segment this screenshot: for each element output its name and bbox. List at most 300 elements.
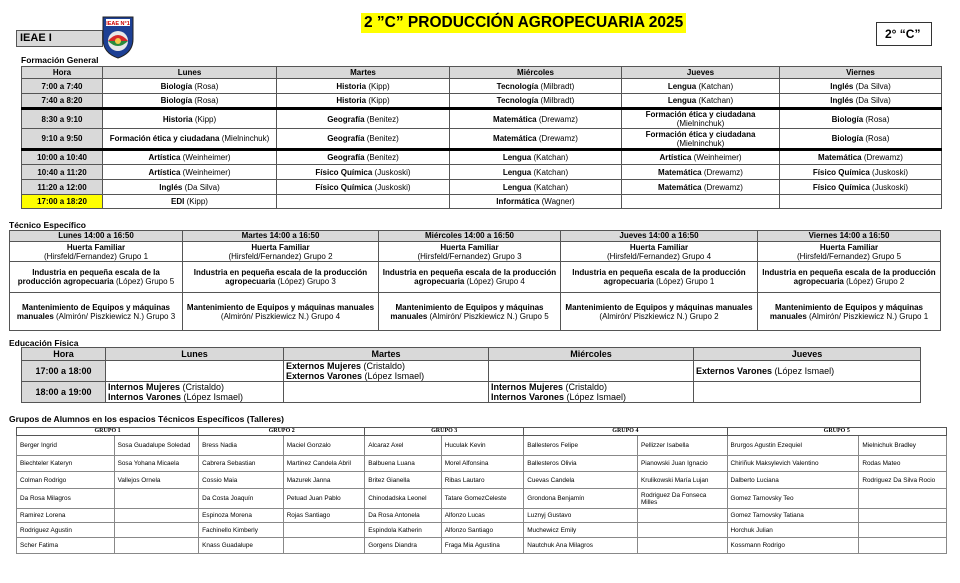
student-cell: Rodriguez Agustin xyxy=(17,523,115,538)
pe-entry xyxy=(491,382,691,392)
teacher-name: (López) Grupo 4 xyxy=(466,277,525,286)
class-cell xyxy=(103,94,277,109)
table-row xyxy=(10,242,941,262)
workshop-cell xyxy=(10,242,183,262)
class-cell xyxy=(277,109,450,129)
subject-name: Físico Química xyxy=(315,167,373,177)
class-cell xyxy=(277,195,450,209)
time-cell: 8:30 a 9:10 xyxy=(22,109,103,129)
student-cell: Espinoza Morena xyxy=(199,509,284,523)
teacher-name: (Cristaldo) xyxy=(361,361,406,371)
column-header: Martes xyxy=(284,348,489,361)
workshop-cell xyxy=(561,242,758,262)
pe-entry xyxy=(286,371,486,381)
subject-name: Industria en pequeña escala de la producción agropecuaria xyxy=(193,268,368,286)
teacher-name: (Wagner) xyxy=(539,197,575,206)
workshop-cell xyxy=(10,262,183,293)
teacher-name: (Juskoski) xyxy=(372,167,411,177)
teacher-name: (Drewamz) xyxy=(701,167,743,177)
teacher-name: (López Ismael) xyxy=(181,392,244,402)
general-schedule-table xyxy=(21,66,942,209)
subject-name: Lengua xyxy=(502,153,532,162)
student-cell xyxy=(637,509,727,523)
subject-name: Inglés xyxy=(830,96,854,105)
workshop-cell xyxy=(758,262,941,293)
student-cell: Mazurek Janna xyxy=(283,472,365,489)
subject-name: Matemática xyxy=(658,182,702,192)
time-cell: 9:10 a 9:50 xyxy=(22,129,103,150)
class-cell xyxy=(450,165,622,180)
pe-entry xyxy=(286,361,486,371)
column-header: Jueves xyxy=(694,348,921,361)
class-cell xyxy=(450,79,622,94)
teacher-name: (López) Grupo 3 xyxy=(277,277,336,286)
subject-name: Geografía xyxy=(327,114,365,124)
student-cell: Rodriguez Da Silva Rocio xyxy=(859,472,947,489)
subject-name: Matemática xyxy=(658,167,702,177)
workshop-cell xyxy=(758,293,941,331)
teacher-name: (Benitez) xyxy=(364,134,399,143)
subject-name: Internos Varones xyxy=(108,392,182,402)
teacher-name: (Cristaldo) xyxy=(563,382,608,392)
column-header: Martes xyxy=(277,67,450,79)
subject-name: Historia xyxy=(336,96,367,105)
teacher-name: (López Ismael) xyxy=(564,392,627,402)
teacher-name: (Katchan) xyxy=(696,81,734,91)
student-cell xyxy=(859,538,947,554)
pe-entry xyxy=(696,366,918,376)
workshop-cell xyxy=(379,242,561,262)
teacher-name: (López Ismael) xyxy=(772,366,835,376)
table-row xyxy=(17,456,947,472)
teacher-name: (Almirón/ Piszkiewicz N.) Grupo 1 xyxy=(809,311,929,321)
teacher-name: (Weinheimer) xyxy=(180,153,231,162)
subject-name: Matemática xyxy=(818,153,862,162)
teacher-name: (Da Silva) xyxy=(182,182,220,192)
subject-name: Matemática xyxy=(493,114,537,124)
subject-name: Físico Química xyxy=(315,182,373,192)
teacher-name: (Juskoski) xyxy=(869,182,909,192)
time-cell: 11:20 a 12:00 xyxy=(22,180,103,195)
school-name: IEAE I xyxy=(16,30,103,47)
student-cell: Fraga Mia Agustina xyxy=(441,538,524,554)
student-cell: Vallejos Ornela xyxy=(114,472,199,489)
teacher-name: (Rosa) xyxy=(863,134,890,143)
student-cell: Rojas Santiago xyxy=(283,509,365,523)
subject-name: Tecnología xyxy=(496,96,539,105)
pe-cell xyxy=(284,361,489,382)
subject-name: Lengua xyxy=(502,167,532,177)
student-cell: Cossio Maia xyxy=(199,472,284,489)
student-cell: Chiriñuk Maksylevich Valentino xyxy=(727,456,859,472)
group-header: GRUPO 2 xyxy=(199,428,365,436)
column-header: Hora xyxy=(22,67,103,79)
class-cell xyxy=(103,79,277,94)
class-cell xyxy=(450,94,622,109)
student-cell: Ribas Lautaro xyxy=(441,472,524,489)
column-header: Jueves xyxy=(622,67,780,79)
class-cell xyxy=(622,150,780,165)
class-cell xyxy=(450,109,622,129)
table-row xyxy=(10,293,941,331)
class-cell xyxy=(103,109,277,129)
workshop-cell xyxy=(561,262,758,293)
subject-name: Industria en pequeña escala de la producción agropecuaria xyxy=(17,268,160,286)
subject-name: Inglés xyxy=(159,182,183,192)
class-cell xyxy=(622,165,780,180)
column-header: Viernes xyxy=(780,67,942,79)
workshop-cell xyxy=(758,242,941,262)
teacher-name: (Rosa) xyxy=(192,96,219,105)
subject-name: Huerta Familiar xyxy=(66,242,126,252)
student-cell: Ballesteros Felipe xyxy=(524,436,638,456)
student-cell xyxy=(637,538,727,554)
pe-entry xyxy=(491,392,691,402)
teacher-name: (Benitez) xyxy=(364,153,399,162)
subject-name: Industria en pequeña escala de la producción agropecuaria xyxy=(382,268,557,286)
student-cell: Scher Fatima xyxy=(17,538,115,554)
table-row xyxy=(22,361,921,382)
student-cell: Ramirez Lorena xyxy=(17,509,115,523)
student-cell: Espindola Katherin xyxy=(365,523,441,538)
class-cell xyxy=(780,195,942,209)
student-cell: Muchewicz Emily xyxy=(524,523,638,538)
teacher-name: (Drewamz) xyxy=(861,153,903,162)
table-row xyxy=(17,472,947,489)
table-row xyxy=(17,538,947,554)
student-cell: Pellizzer Isabella xyxy=(637,436,727,456)
subject-name: Mantenimiento de Equipos y máquinas manuales xyxy=(769,302,924,321)
student-cell: Chinodadska Leonel xyxy=(365,489,441,509)
student-cell: Gomez Tarnovsky Tatiana xyxy=(727,509,859,523)
student-cell xyxy=(114,523,199,538)
section-title-general: Formación General xyxy=(21,55,99,65)
column-header: Viernes 14:00 a 16:50 xyxy=(758,231,941,242)
class-cell xyxy=(103,195,277,209)
teacher-name: (Hirsfeld/Fernandez) Grupo 5 xyxy=(796,251,902,261)
subject-name: Tecnología xyxy=(496,81,539,91)
teacher-name: (Juskoski) xyxy=(869,167,909,177)
group-header: GRUPO 5 xyxy=(727,428,946,436)
subject-name: Internos Varones xyxy=(491,392,565,402)
student-cell: Brurgos Agustin Ezequiel xyxy=(727,436,859,456)
subject-name: Mantenimiento de Equipos y máquinas manuales xyxy=(565,302,753,312)
student-cell: Cabrera Sebastian xyxy=(199,456,284,472)
teacher-name: (Mielninchuk) xyxy=(676,138,725,148)
subject-name: Biología xyxy=(831,114,864,124)
class-cell xyxy=(622,94,780,109)
teacher-name: (López) Grupo 2 xyxy=(846,277,905,286)
class-cell xyxy=(450,129,622,150)
class-cell xyxy=(277,79,450,94)
class-cell xyxy=(450,150,622,165)
student-cell xyxy=(114,538,199,554)
table-row xyxy=(22,79,942,94)
table-row xyxy=(22,382,921,403)
pe-entry xyxy=(108,382,281,392)
teacher-name: (Katchan) xyxy=(531,182,569,192)
subject-name: Lengua xyxy=(667,96,697,105)
student-cell: Berger Ingrid xyxy=(17,436,115,456)
class-cell xyxy=(780,165,942,180)
subject-name: Inglés xyxy=(830,81,854,91)
teacher-name: (Weinheimer) xyxy=(691,153,742,162)
subject-name: Historia xyxy=(336,81,367,91)
column-header: Lunes xyxy=(106,348,284,361)
class-cell xyxy=(780,129,942,150)
teacher-name: (Cristaldo) xyxy=(180,382,225,392)
group-header: GRUPO 3 xyxy=(365,428,524,436)
teacher-name: (Milbradt) xyxy=(538,96,575,105)
student-cell: Pianowski Juan Ignacio xyxy=(637,456,727,472)
student-cell: Sosa Yohana Micaela xyxy=(114,456,199,472)
teacher-name: (Almirón/ Piszkiewicz N.) Grupo 5 xyxy=(429,311,549,321)
teacher-name: (Mielninchuk) xyxy=(219,134,270,143)
time-cell: 17:00 a 18:00 xyxy=(22,361,106,382)
workshop-cell xyxy=(379,262,561,293)
course-badge: 2° “C” xyxy=(876,22,932,46)
student-cell: Horchuk Julian xyxy=(727,523,859,538)
section-title-alumnos: Grupos de Alumnos en los espacios Técnicos Específicos (Talleres) xyxy=(9,414,284,424)
school-logo xyxy=(99,15,137,59)
class-cell xyxy=(780,150,942,165)
subject-name: Lengua xyxy=(502,182,532,192)
student-cell: Cuevas Candela xyxy=(524,472,638,489)
teacher-name: (Hirsfeld/Fernandez) Grupo 2 xyxy=(228,251,333,261)
class-cell xyxy=(780,109,942,129)
pe-cell xyxy=(694,382,921,403)
teacher-name: (Hirsfeld/Fernandez) Grupo 4 xyxy=(606,251,712,261)
teacher-name: (López) Grupo 5 xyxy=(116,277,175,286)
teacher-name: (Kipp) xyxy=(184,197,208,206)
student-cell: Britez Gianella xyxy=(365,472,441,489)
subject-name: Externos Varones xyxy=(696,366,773,376)
class-cell xyxy=(103,129,277,150)
teacher-name: (López) Grupo 1 xyxy=(656,277,715,286)
subject-name: EDI xyxy=(171,197,185,206)
student-cell: Mielnichuk Bradley xyxy=(859,436,947,456)
teacher-name: (Weinheimer) xyxy=(180,167,231,177)
teacher-name: (Almirón/ Piszkiewicz N.) Grupo 3 xyxy=(56,311,176,321)
student-cell: Da Rosa Milagros xyxy=(17,489,115,509)
subject-name: Internos Mujeres xyxy=(491,382,564,392)
student-cell: Huculak Kevin xyxy=(441,436,524,456)
teacher-name: (Mielninchuk) xyxy=(676,119,725,128)
table-row xyxy=(22,195,942,209)
student-cell: Nautchuk Ana Milagros xyxy=(524,538,638,554)
table-row xyxy=(22,165,942,180)
subject-name: Mantenimiento de Equipos y máquinas manuales xyxy=(186,302,375,312)
subject-name: Geografía xyxy=(327,153,365,162)
class-cell xyxy=(277,129,450,150)
subject-name: Industria en pequeña escala de la producción agropecuaria xyxy=(762,268,936,286)
table-row xyxy=(10,262,941,293)
subject-name: Huerta Familiar xyxy=(819,242,879,252)
student-cell: Rodriguez Da Fonseca Milles xyxy=(637,489,727,509)
teacher-name: (Almirón/ Piszkiewicz N.) Grupo 4 xyxy=(220,311,341,321)
table-row xyxy=(17,509,947,523)
column-header: Miércoles xyxy=(450,67,622,79)
teacher-name: (Katchan) xyxy=(531,167,569,177)
workshop-cell xyxy=(379,293,561,331)
student-cell xyxy=(859,489,947,509)
student-cell xyxy=(283,523,365,538)
tecnico-schedule-table xyxy=(9,230,941,331)
student-cell: Colman Rodrigo xyxy=(17,472,115,489)
teacher-name: (Hirsfeld/Fernandez) Grupo 1 xyxy=(43,251,149,261)
teacher-name: (Da Silva) xyxy=(853,81,891,91)
teacher-name: (Kipp) xyxy=(192,114,217,124)
logo-text: IEAE N°1 xyxy=(106,21,130,27)
subject-name: Lengua xyxy=(667,81,697,91)
subject-name: Artística xyxy=(148,167,181,177)
workshop-cell xyxy=(183,293,379,331)
workshop-cell xyxy=(183,242,379,262)
pe-cell xyxy=(694,361,921,382)
subject-name: Físico Química xyxy=(812,167,870,177)
table-row xyxy=(22,94,942,109)
class-cell xyxy=(622,195,780,209)
student-cell: Luznyj Gustavo xyxy=(524,509,638,523)
student-cell: Ballesteros Olivia xyxy=(524,456,638,472)
subject-name: Informática xyxy=(496,197,540,206)
student-cell xyxy=(114,489,199,509)
class-cell xyxy=(450,195,622,209)
table-row xyxy=(17,523,947,538)
page-title: 2 ”C” PRODUCCIÓN AGROPECUARIA 2025 xyxy=(361,13,686,33)
subject-name: Artística xyxy=(148,153,181,162)
student-cell: Da Costa Joaquín xyxy=(199,489,284,509)
workshop-cell xyxy=(183,262,379,293)
subject-name: Mantenimiento de Equipos y máquinas manuales xyxy=(16,302,171,321)
student-cell: Maciel Gonzalo xyxy=(283,436,365,456)
student-cell: Alfonzo Santiago xyxy=(441,523,524,538)
subject-name: Huerta Familiar xyxy=(629,242,689,252)
teacher-name: (Benitez) xyxy=(364,114,399,124)
student-cell xyxy=(637,523,727,538)
student-cell: Krulikowski María Lujan xyxy=(637,472,727,489)
teacher-name: (Drewamz) xyxy=(536,114,578,124)
class-cell xyxy=(103,180,277,195)
subject-name: Formación ética y ciudadana xyxy=(645,110,756,119)
student-cell: Sosa Guadalupe Soledad xyxy=(114,436,199,456)
time-cell: 17:00 a 18:20 xyxy=(22,195,103,209)
pe-cell xyxy=(489,361,694,382)
column-header: Jueves 14:00 a 16:50 xyxy=(561,231,758,242)
teacher-name: (Almirón/ Piszkiewicz N.) Grupo 2 xyxy=(599,311,719,321)
pe-cell xyxy=(489,382,694,403)
column-header: Lunes 14:00 a 16:50 xyxy=(10,231,183,242)
column-header: Martes 14:00 a 16:50 xyxy=(183,231,379,242)
teacher-name: (Kipp) xyxy=(366,81,390,91)
teacher-name: (Kipp) xyxy=(366,96,390,105)
subject-name: Externos Varones xyxy=(286,371,363,381)
teacher-name: (Katchan) xyxy=(531,153,569,162)
class-cell xyxy=(277,180,450,195)
workshop-cell xyxy=(561,293,758,331)
student-cell xyxy=(859,523,947,538)
subject-name: Geografía xyxy=(327,134,365,143)
class-cell xyxy=(103,150,277,165)
table-row xyxy=(22,150,942,165)
time-cell: 7:00 a 7:40 xyxy=(22,79,103,94)
column-header: Miércoles 14:00 a 16:50 xyxy=(379,231,561,242)
table-row xyxy=(22,109,942,129)
group-header: GRUPO 1 xyxy=(17,428,199,436)
class-cell xyxy=(103,165,277,180)
teacher-name: (Hirsfeld/Fernandez) Grupo 3 xyxy=(417,251,522,261)
pe-cell xyxy=(106,361,284,382)
student-cell: Rodas Mateo xyxy=(859,456,947,472)
column-header: Miércoles xyxy=(489,348,694,361)
subject-name: Físico Química xyxy=(812,182,870,192)
subject-name: Internos Mujeres xyxy=(108,382,181,392)
student-groups-table xyxy=(16,427,947,554)
subject-name: Huerta Familiar xyxy=(440,242,499,252)
student-cell: Knass Guadalupe xyxy=(199,538,284,554)
time-cell: 7:40 a 8:20 xyxy=(22,94,103,109)
teacher-name: (Katchan) xyxy=(696,96,734,105)
subject-name: Biología xyxy=(831,134,864,143)
class-cell xyxy=(780,180,942,195)
student-cell: Biechteler Kateryn xyxy=(17,456,115,472)
table-row xyxy=(22,180,942,195)
subject-name: Externos Mujeres xyxy=(286,361,362,371)
column-header: Lunes xyxy=(103,67,277,79)
class-cell xyxy=(277,94,450,109)
subject-name: Formación ética y ciudadana xyxy=(645,129,756,139)
teacher-name: (Drewamz) xyxy=(536,134,578,143)
subject-name: Matemática xyxy=(493,134,537,143)
subject-name: Formación ética y ciudadana xyxy=(109,134,220,143)
table-row xyxy=(17,436,947,456)
teacher-name: (Juskoski) xyxy=(372,182,411,192)
time-cell: 10:40 a 11:20 xyxy=(22,165,103,180)
table-row xyxy=(17,489,947,509)
student-cell xyxy=(859,509,947,523)
column-header: Hora xyxy=(22,348,106,361)
student-cell: Morel Alfonsina xyxy=(441,456,524,472)
student-cell: Alfonzo Lucas xyxy=(441,509,524,523)
teacher-name: (Rosa) xyxy=(863,114,890,124)
time-cell: 10:00 a 10:40 xyxy=(22,150,103,165)
subject-name: Historia xyxy=(162,114,193,124)
student-cell xyxy=(283,538,365,554)
class-cell xyxy=(622,109,780,129)
group-header: GRUPO 4 xyxy=(524,428,727,436)
class-cell xyxy=(622,129,780,150)
class-cell xyxy=(622,180,780,195)
subject-name: Industria en pequeña escala de la producción agropecuaria xyxy=(572,268,746,286)
student-cell: Bress Nadia xyxy=(199,436,284,456)
student-cell: Dalberto Luciana xyxy=(727,472,859,489)
time-cell: 18:00 a 19:00 xyxy=(22,382,106,403)
subject-name: Huerta Familiar xyxy=(251,242,310,252)
workshop-cell xyxy=(10,293,183,331)
student-cell: Alcaraz Axel xyxy=(365,436,441,456)
student-cell: Gomez Tarnovsky Teo xyxy=(727,489,859,509)
class-cell xyxy=(622,79,780,94)
student-cell: Fachinello Kimberly xyxy=(199,523,284,538)
pe-cell xyxy=(106,382,284,403)
fisica-schedule-table xyxy=(21,347,921,403)
class-cell xyxy=(277,165,450,180)
pe-cell xyxy=(284,382,489,403)
student-cell: Petuad Juan Pablo xyxy=(283,489,365,509)
student-cell xyxy=(114,509,199,523)
class-cell xyxy=(780,79,942,94)
student-cell: Martinez Candela Abril xyxy=(283,456,365,472)
